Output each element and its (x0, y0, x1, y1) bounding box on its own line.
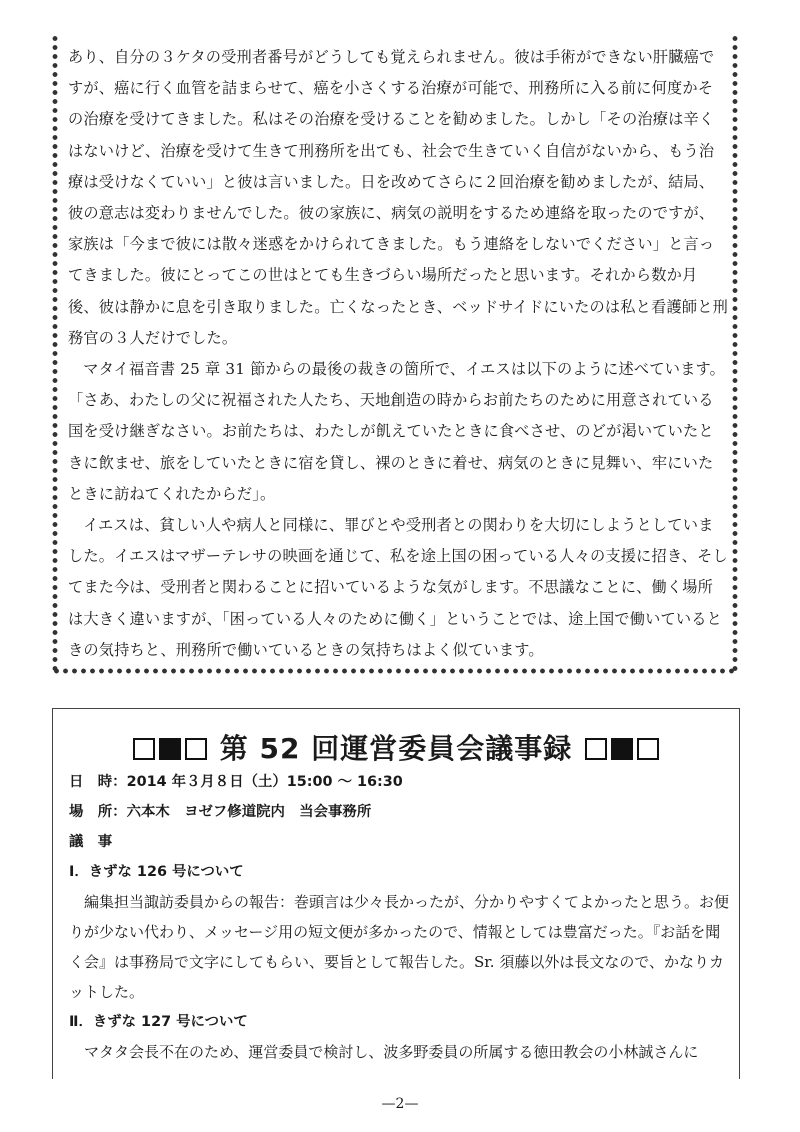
article-paragraph-2: マタイ福音書 25 章 31 節からの最後の裁きの箇所で、イエスは以下のように述べています。「さあ、わたしの父に祝福された人たち、天地創造の時からお前たちのために用意されている国を受け継ぎなさい。お前たちは、わたしが飢えていたときに食べさせ、のどが渇いていたときに飲ませ、旅をしていたときに宿を貸し、裸のときに着せ、病気のときに見舞い、牢にいたときに訪ねてくれたからだ」。 (68, 360, 726, 503)
hollow-square-icon (133, 738, 155, 760)
minutes-title-text: 第 52 回運営委員会議事録 (219, 732, 573, 765)
agenda-label: 議 事 (69, 834, 113, 850)
agenda-item-2-text: マタタ会長不在のため、運営委員で検討し、波多野委員の所属する徳田教会の小林誠さんに (84, 1043, 699, 1061)
article-paragraph-3: イエスは、貧しい人や病人と同様に、罪びとや受刑者との関わりを大切にしようとしていました。イエスはマザーテレサの映画を通じて、私を途上国の困っている人々の支援に招き、そしてまた今は、受刑者と関わることに招いているような気がします。不思議なことに、働く場所は大きく違いますが、「困っている人々のために働く」ということでは、途上国で働いているときの気持ちと、刑務所で働いているときの気持ちはよく似ています。 (68, 516, 728, 659)
hollow-square-icon (637, 738, 659, 760)
dotted-border-left (52, 34, 58, 674)
page-number: —2— (381, 1096, 419, 1112)
filled-square-icon (611, 738, 633, 760)
minutes-box (52, 708, 740, 1079)
filled-square-icon (159, 738, 181, 760)
meeting-date: 日 時：2014 年３月８日（土）15:00 〜 16:30 (69, 774, 403, 790)
article-text (68, 42, 728, 666)
hollow-square-icon (585, 738, 607, 760)
agenda-item-1-text: 編集担当諏訪委員からの報告：巻頭言は少々長かったが、分かりやすくてよかったと思う。お便りが少ない代わり、メッセージ用の短文便が多かったので、情報としては豊富だった。『お話を聞く会』は事務局で文字にしてもらい、要旨として報告した。Sr. 須藤以外は長文なので、かなりカットした。 (69, 893, 730, 1001)
dotted-border-bottom (52, 668, 738, 674)
article-paragraph-1: あり、自分の３ケタの受刑者番号がどうしても覚えられません。彼は手術ができない肝臓癌ですが、癌に行く血管を詰まらせて、癌を小さくする治療が可能で、刑務所に入る前に何度かその治療を受けてきました。私はその治療を受けることを勧めました。しかし「その治療は辛くはないけど、治療を受けて生きて刑務所を出ても、社会で生きていく自信がないから、もう治療は受けなくていい」と彼は言いました。日を改めてさらに２回治療を勧めましたが、結局、彼の意志は変わりませんでした。彼の家族に、病気の説明をするため連絡を取ったのですが、家族は「今まで彼には散々迷惑をかけられてきました。もう連絡をしないでください」と言ってきました。彼にとってこの世はとても生きづらい場所だったと思います。それから数か月後、彼は静かに息を引き取りました。亡くなったとき、ベッドサイドにいたのは私と看護師と刑務官の３人だけでした。 (68, 48, 728, 347)
minutes-title (53, 727, 739, 767)
hollow-square-icon (185, 738, 207, 760)
agenda-item-2-heading: Ⅱ．きずな 127 号について (69, 1014, 248, 1030)
meeting-place: 場 所：六本木 ヨゼフ修道院内 当会事務所 (69, 804, 372, 820)
minutes-body (69, 767, 729, 1067)
dotted-border-right (732, 34, 738, 674)
agenda-item-1-heading: Ⅰ．きずな 126 号について (69, 864, 244, 880)
